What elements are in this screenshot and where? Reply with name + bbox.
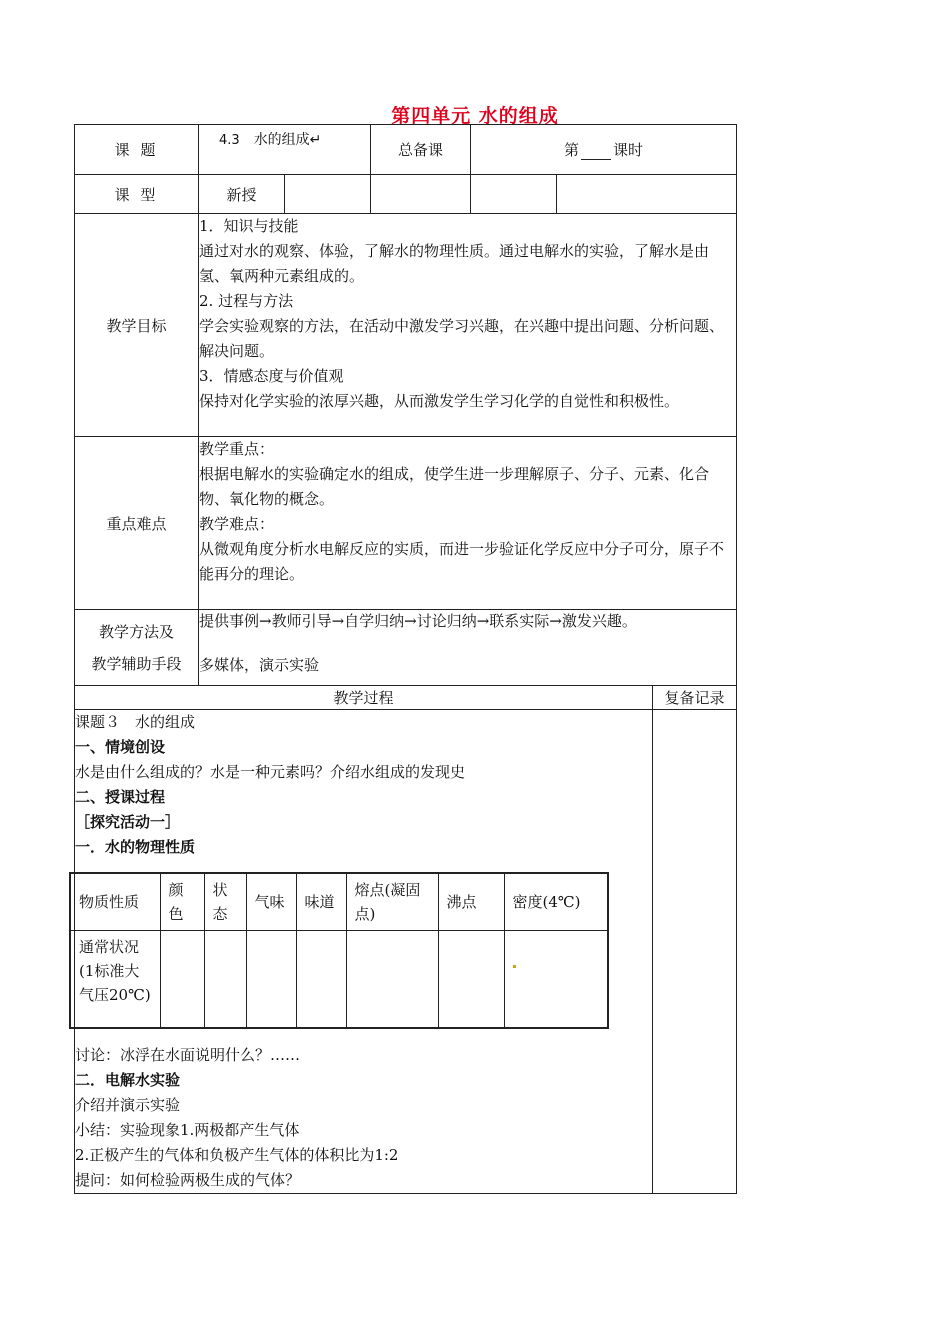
blank-cell (285, 175, 371, 214)
column-header: 颜色 (160, 873, 204, 931)
page-title: 第四单元 水的组成 (391, 105, 559, 127)
objective-line: 保持对化学实验的浓厚兴趣，从而激发学生学习化学的自觉性和积极性。 (199, 392, 680, 410)
objective-line: 1．知识与技能 (199, 217, 299, 235)
process-line: 介绍并演示实验 (75, 1096, 181, 1114)
section-heading: 一、情境创设 (75, 738, 166, 756)
key-point-line: 教学重点： (199, 440, 275, 458)
objective-line: 3．情感态度与价值观 (199, 367, 344, 385)
objectives-content (199, 214, 737, 437)
lesson-number-cell (471, 125, 737, 175)
marker-dot (513, 965, 516, 968)
row-label: 通常状况(1标准大气压20℃) (70, 931, 160, 1029)
key-points-label: 重点难点 (75, 437, 199, 610)
column-header: 气味 (246, 873, 296, 931)
methods-line: 多媒体，演示实验 (199, 656, 320, 674)
total-prep-label: 总备课 (371, 125, 471, 175)
process-line: 课题３ 水的组成 (75, 713, 196, 731)
process-content (75, 710, 653, 1194)
process-header: 教学过程 (75, 686, 653, 710)
topic-name: 水的组成↵ (253, 132, 322, 148)
lesson-plan-table (74, 124, 737, 1194)
empty-cell[interactable] (346, 931, 438, 1029)
process-line: 水是由什么组成的？水是一种元素吗？介绍水组成的发现史 (75, 763, 466, 781)
type-value: 新授 (199, 175, 285, 214)
physical-properties-table (69, 872, 609, 1029)
topic-number: 4.3 (219, 133, 240, 148)
methods-content (199, 610, 737, 686)
record-header: 复备记录 (653, 686, 737, 710)
blank-cell (471, 175, 557, 214)
objective-line: 学会实验观察的方法，在活动中激发学习兴趣，在兴趣中提出问题、分析问题、解决问题。 (199, 317, 725, 360)
process-line: 提问：如何检验两极生成的气体？ (75, 1171, 301, 1189)
column-header: 熔点(凝固点) (346, 873, 438, 931)
section-heading: 二、授课过程 (75, 788, 166, 806)
column-header: 物质性质 (70, 873, 160, 931)
empty-cell[interactable] (504, 931, 608, 1029)
objective-line: 2. 过程与方法 (199, 292, 294, 310)
methods-label-line: 教学方法及 (98, 622, 174, 641)
section-heading: ［探究活动一］ (75, 813, 181, 831)
process-line: 小结：实验现象1.两极都产生气体 (75, 1121, 300, 1139)
record-column[interactable] (653, 710, 737, 1194)
key-point-line: 教学难点： (199, 515, 275, 533)
empty-cell[interactable] (296, 931, 346, 1029)
column-header: 状态 (204, 873, 246, 931)
lesson-number-blank[interactable] (581, 145, 611, 160)
topic-cell (199, 125, 371, 175)
process-line: 2.正极产生的气体和负极产生气体的体积比为1:2 (75, 1146, 399, 1164)
column-header: 沸点 (438, 873, 504, 931)
methods-label-line: 教学辅助手段 (91, 654, 182, 673)
methods-label (75, 610, 199, 686)
empty-cell[interactable] (204, 931, 246, 1029)
objectives-label: 教学目标 (75, 214, 199, 437)
column-header: 密度(4℃) (504, 873, 608, 931)
empty-cell[interactable] (246, 931, 296, 1029)
lesson-prefix: 第 (563, 141, 579, 159)
type-label: 课 型 (75, 175, 199, 214)
section-heading: 一．水的物理性质 (75, 838, 196, 856)
methods-line: 提供事例→教师引导→自学归纳→讨论归纳→联系实际→激发兴趣。 (199, 612, 637, 630)
key-points-content (199, 437, 737, 610)
blank-cell (557, 175, 737, 214)
lesson-suffix: 课时 (613, 141, 644, 159)
topic-value (219, 129, 321, 149)
blank-cell (371, 175, 471, 214)
key-point-line: 根据电解水的实验确定水的组成，使学生进一步理解原子、分子、元素、化合物、氧化物的概念。 (199, 465, 710, 508)
key-point-line: 从微观角度分析水电解反应的实质，而进一步验证化学反应中分子可分，原子不能再分的理论。 (199, 540, 725, 583)
empty-cell[interactable] (160, 931, 204, 1029)
topic-label: 课 题 (75, 125, 199, 175)
column-header: 味道 (296, 873, 346, 931)
process-line: 讨论：冰浮在水面说明什么？…… (75, 1046, 301, 1064)
objective-line: 通过对水的观察、体验，了解水的物理性质。通过电解水的实验，了解水是由氢、氧两种元素组成的。 (199, 242, 710, 285)
section-heading: 二．电解水实验 (75, 1071, 181, 1089)
empty-cell[interactable] (438, 931, 504, 1029)
